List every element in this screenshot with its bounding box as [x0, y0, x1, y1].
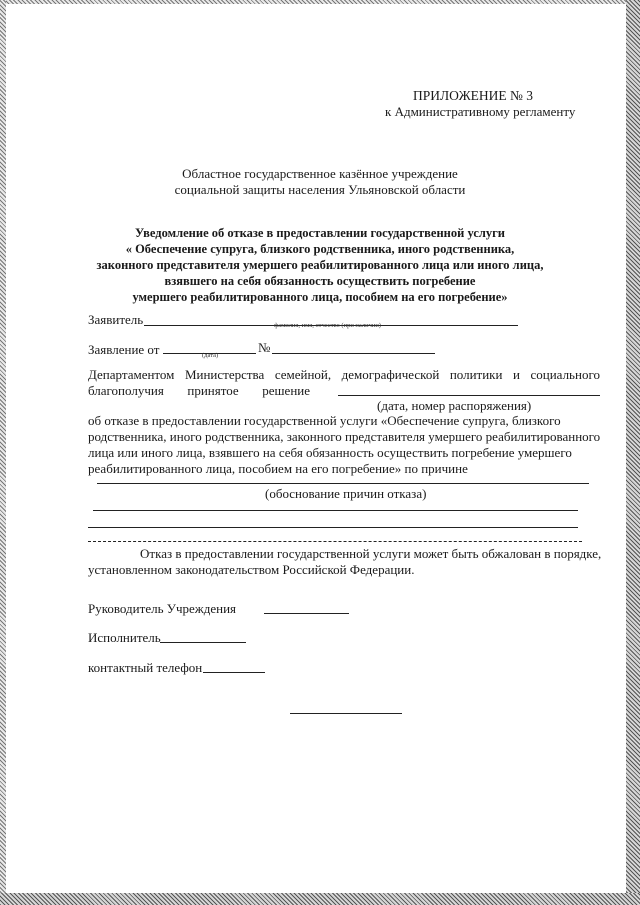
notice-title-line-4: взявшего на себя обязанность осуществить погребение: [164, 274, 476, 288]
reason-line-2: [93, 510, 578, 511]
application-date-hint: (дата): [202, 352, 219, 359]
notice-title-line-3: законного представителя умершего реабилитированного лица или иного лица,: [96, 258, 544, 272]
executor-line: [160, 642, 246, 643]
refusal-line-3: лица или иного лица, взявшего на себя обязанность осуществить погребение умершего: [88, 445, 572, 460]
appeal-line-1: Отказ в предоставлении государственной услуги может быть обжалован в порядке,: [140, 546, 602, 561]
decision-line-2: [88, 383, 310, 399]
decision-word: семейной,: [274, 367, 332, 382]
head-signature-label: Руководитель Учреждения: [88, 601, 237, 616]
decision-date-number-line: [338, 395, 600, 396]
application-label: Заявление от: [88, 342, 160, 357]
scan-edge-top: [0, 0, 640, 4]
scan-edge-right: [626, 0, 640, 905]
phone-label: контактный телефон: [88, 660, 203, 675]
application-number-line: [272, 353, 435, 354]
reason-line-1: [97, 483, 589, 484]
decision-line-1: [88, 367, 600, 383]
appendix-title: ПРИЛОЖЕНИЕ № 3: [413, 88, 534, 103]
institution-line-2: социальной защиты населения Ульяновской области: [174, 182, 466, 197]
decision-word: и: [513, 367, 520, 382]
appeal-line-2: установленном законодательством Российской Федерации.: [88, 562, 415, 577]
notice-title-line-1: Уведомление об отказе в предоставлении государственной услуги: [134, 226, 506, 240]
decision-word: политики: [449, 367, 503, 382]
application-number-sign: №: [258, 340, 271, 355]
decision-word: Министерства: [184, 367, 265, 382]
decision-word: социального: [530, 367, 600, 382]
head-signature-line: [264, 613, 349, 614]
scan-edge-left: [0, 0, 6, 905]
decision-date-number-hint: (дата, номер распоряжения): [377, 398, 532, 413]
notice-title-line-2: « Обеспечение супруга, близкого родственника, иного родственника,: [125, 242, 515, 256]
reason-line-4: [88, 541, 582, 542]
decision-word: Департаментом: [88, 367, 175, 382]
phone-line: [203, 672, 265, 673]
applicant-hint: фамилия, имя, отчество (при наличии): [274, 322, 381, 329]
applicant-label: Заявитель: [88, 312, 144, 327]
appendix-subtitle: к Административному регламенту: [385, 104, 576, 119]
reason-line-3: [88, 527, 578, 528]
notice-title-line-5: умершего реабилитированного лица, пособием на его погребение»: [132, 290, 508, 304]
reason-hint: (обоснование причин отказа): [265, 486, 427, 501]
decision-word: демографической: [341, 367, 440, 382]
decision-word: решение: [262, 383, 310, 398]
decision-word: принятое: [187, 383, 239, 398]
executor-label: Исполнитель: [88, 630, 161, 645]
institution-line-1: Областное государственное казённое учреждение: [182, 166, 458, 181]
decision-word: благополучия: [88, 383, 164, 398]
footer-separator-line: [290, 713, 402, 714]
refusal-line-1: об отказе в предоставлении государственной услуги «Обеспечение супруга, близкого: [88, 413, 561, 428]
refusal-line-4: реабилитированного лица, пособием на его погребение» по причине: [88, 461, 468, 476]
scan-edge-bottom: [0, 893, 640, 905]
refusal-line-2: родственника, иного родственника, законного представителя умершего реабилитированного: [88, 429, 601, 444]
